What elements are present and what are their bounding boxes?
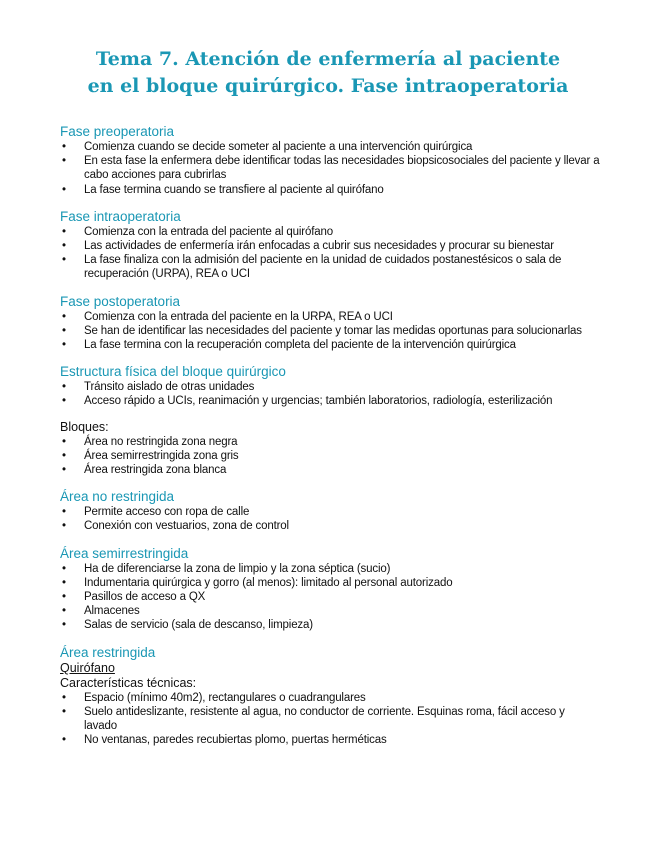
list-item: • Indumentaria quirúrgica y gorro (al menos): limitado al personal autorizado [60,576,600,590]
list-item: • En esta fase la enfermera debe identificar todas las necesidades biopsicosociales del paciente y llevar a cabo acciones para cubrirlas [60,154,600,182]
section-heading: Fase preoperatoria [60,124,175,139]
section-restringida [60,644,600,748]
list-item: • La fase termina con la recuperación completa del paciente de la intervención quirúrgica [60,338,600,352]
page-title [0,46,656,100]
section-bloques [60,420,600,478]
list-item: • Almacenes [60,604,600,618]
list-item: • Comienza cuando se decide someter al paciente a una intervención quirúrgica [60,140,600,154]
section-heading: Área semirrestringida [60,545,189,561]
section-heading: Estructura física del bloque quirúrgico [60,364,286,380]
list-item: • Permite acceso con ropa de calle [60,505,600,519]
list-item: • No ventanas, paredes recubiertas plomo, puertas herméticas [60,733,600,747]
list-item: • Espacio (mínimo 40m2), rectangulares o cuadrangulares [60,691,600,705]
list-item: • Suelo antideslizante, resistente al agua, no conductor de corriente. Esquinas roma, fácil acceso y lavado [60,705,600,733]
section-heading: Área restringida [60,644,156,660]
title-line-1: Tema 7. Atención de enfermería al paciente [95,48,561,70]
list-item: • Comienza con la entrada del paciente en la URPA, REA o UCI [60,310,600,324]
section-postoperatoria [60,293,600,353]
section-heading: Fase postoperatoria [60,293,181,309]
bullet-list [60,505,600,533]
bullet-list [60,435,600,478]
section-preoperatoria [60,123,600,197]
section-intraoperatoria [60,208,600,282]
list-item: • Área semirrestringida zona gris [60,449,600,463]
list-item: • Ha de diferenciarse la zona de limpio y la zona séptica (sucio) [60,562,600,576]
bullet-list [60,140,600,197]
bullet-list [60,562,600,633]
bloques-label: Bloques: [60,419,109,434]
list-item: • Tránsito aislado de otras unidades [60,380,600,394]
list-item: • Las actividades de enfermería irán enfocadas a cubrir sus necesidades y procurar su bienestar [60,239,600,253]
list-item: • La fase termina cuando se transfiere al paciente al quirófano [60,183,600,197]
list-item: • Área no restringida zona negra [60,435,600,449]
bullet-list [60,225,600,282]
list-item: • Pasillos de acceso a QX [60,590,600,604]
section-heading: Fase intraoperatoria [60,208,181,224]
title-line-2: en el bloque quirúrgico. Fase intraoperatoria [87,75,569,97]
bullet-list [60,380,600,408]
bullet-list [60,310,600,353]
list-item: • Salas de servicio (sala de descanso, limpieza) [60,618,600,632]
section-no-restringida [60,488,600,533]
bullet-list [60,691,600,748]
caracteristicas-label: Características técnicas: [60,675,197,690]
section-semirrestringida [60,545,600,633]
quirofano-subheading: Quirófano [60,660,115,675]
document-body [60,123,600,758]
list-item: • La fase finaliza con la admisión del paciente en la unidad de cuidados postanestésicos o sala de recuperación (URPA), REA o UCI [60,253,600,281]
list-item: • Se han de identificar las necesidades del paciente y tomar las medidas oportunas para solucionarlas [60,324,600,338]
section-heading: Área no restringida [60,489,175,505]
section-estructura [60,363,600,408]
list-item: • Conexión con vestuarios, zona de control [60,519,600,533]
list-item: • Acceso rápido a UCIs, reanimación y urgencias; también laboratorios, radiología, esterilización [60,394,600,408]
list-item: • Comienza con la entrada del paciente al quirófano [60,225,600,239]
list-item: • Área restringida zona blanca [60,463,600,477]
